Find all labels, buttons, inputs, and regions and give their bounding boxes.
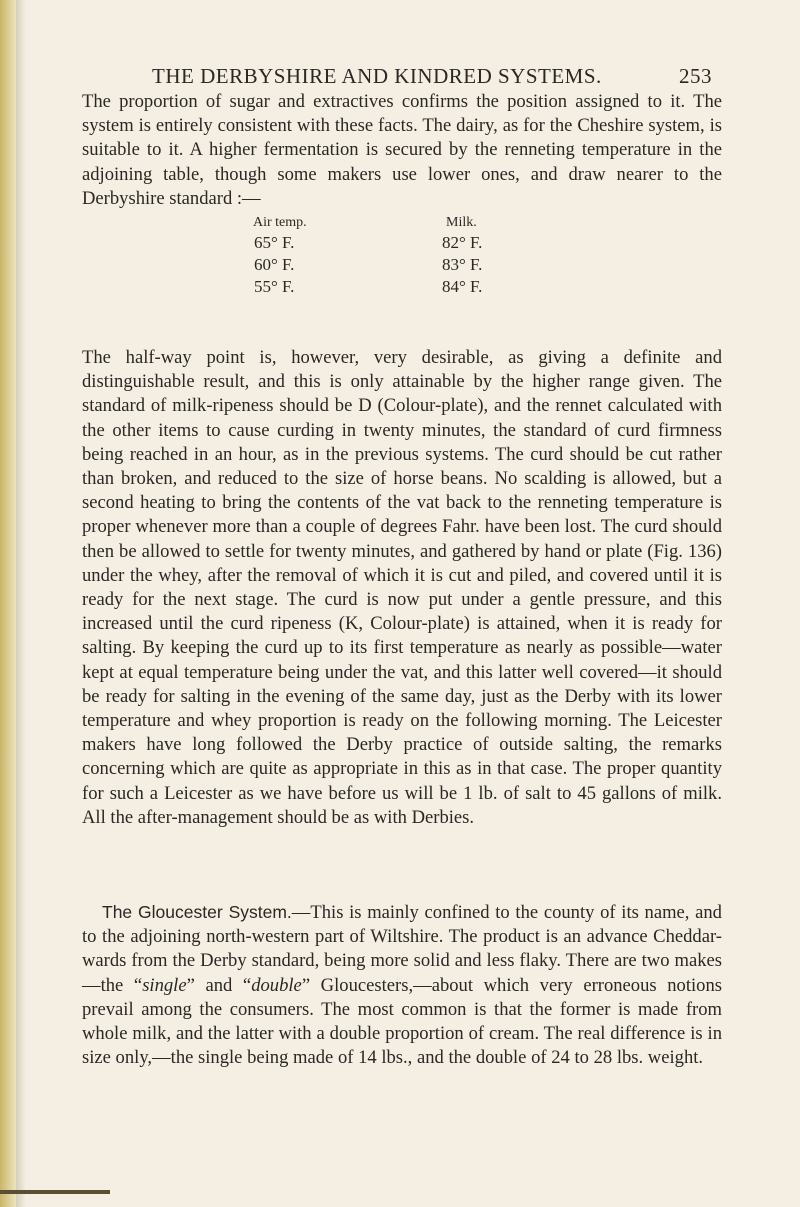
section-heading-gloucester: The Gloucester System. (102, 902, 292, 922)
paragraph-3 (82, 900, 722, 1070)
table-row (254, 255, 494, 277)
gutter-shadow (16, 0, 26, 1207)
bottom-edge-mark (0, 1190, 110, 1194)
air-temp-cell: 65° F. (254, 233, 295, 252)
air-temp-cell: 55° F. (254, 277, 295, 296)
paragraph-3-text-b: ” and “ (186, 974, 252, 996)
milk-temp-cell: 84° F. (442, 277, 483, 296)
temperature-table (254, 215, 494, 299)
milk-temp-cell: 83° F. (442, 255, 483, 274)
table-row (254, 277, 494, 299)
column-header-milk: Milk. (446, 215, 477, 230)
paragraph-3-text-a: —This is mainly confined to the county of its name, and to the adjoining north-western part of Wiltshire. The product is an advance Cheddar-wards from the Derby standard, being more solid and less flaky. There are two makes—the “ (82, 902, 722, 996)
book-spine-edge (0, 0, 16, 1207)
table-row (254, 233, 494, 255)
milk-temp-cell: 82° F. (442, 233, 483, 252)
table-header-row (254, 215, 494, 233)
air-temp-cell: 60° F. (254, 255, 295, 274)
page-number: 253 (679, 64, 712, 88)
italic-double: double (251, 974, 302, 996)
paragraph-1: The proportion of sugar and extractives confirms the position assigned to it. The system is entirely consistent with these facts. The dairy, as for the Cheshire system, is suitable to it. A higher fermentation is secured by the renneting temperature in the adjoining table, though some makers use lower ones, and draw nearer to the Derbyshire standard :— (82, 91, 722, 209)
running-title: THE DERBYSHIRE AND KINDRED SYSTEMS. (152, 64, 602, 88)
italic-single: single (142, 974, 187, 996)
paragraph-3-text-c: ” Gloucesters,—about which very erroneous notions prevail among the consumers. The most common is that the former is made from whole milk, and the latter with a double proportion of cream. The real difference is in size only,—the single being made of 14 lbs., and the double of 24 to 28 lbs. weight. (82, 974, 723, 1069)
column-header-air-temp: Air temp. (253, 215, 307, 230)
paragraph-2: The half-way point is, however, very desirable, as giving a definite and distinguishable result, and this is only attainable by the higher range given. The standard of milk-ripeness should be D (Colour-plate), and the rennet calculated with the other items to cause curding in twenty minutes, the standard of curd firmness being reached in an hour, as in the previous systems. The curd should be cut rather than broken, and reduced to the size of horse beans. No scalding is allowed, but a second heating to bring the contents of the vat back to the renneting temperature is proper whenever more than a couple of degrees Fahr. have been lost. The curd should then be allowed to settle for twenty minutes, and gathered by hand or plate (Fig. 136) under the whey, after the removal of which it is cut and piled, and covered until it is ready for the next stage. The curd is now put under a gentle pressure, and this increased until the curd ripeness (K, Colour-plate) is attained, when it is ready for salting. By keeping the curd up to its first temperature as nearly as possible—water kept at equal temperature being under the vat, and this latter well covered—it should be ready for salting in the evening of the same day, just as the Derby with its lower temperature and whey proportion is ready on the following morning. The Leicester makers have long followed the Derby practice of outside salting, the remarks concerning which are quite as appropriate in this as in that case. The proper quantity for such a Leicester as we have before us will be 1 lb. of salt to 45 gallons of milk. All the after-management should be as with Derbies. (82, 347, 722, 828)
